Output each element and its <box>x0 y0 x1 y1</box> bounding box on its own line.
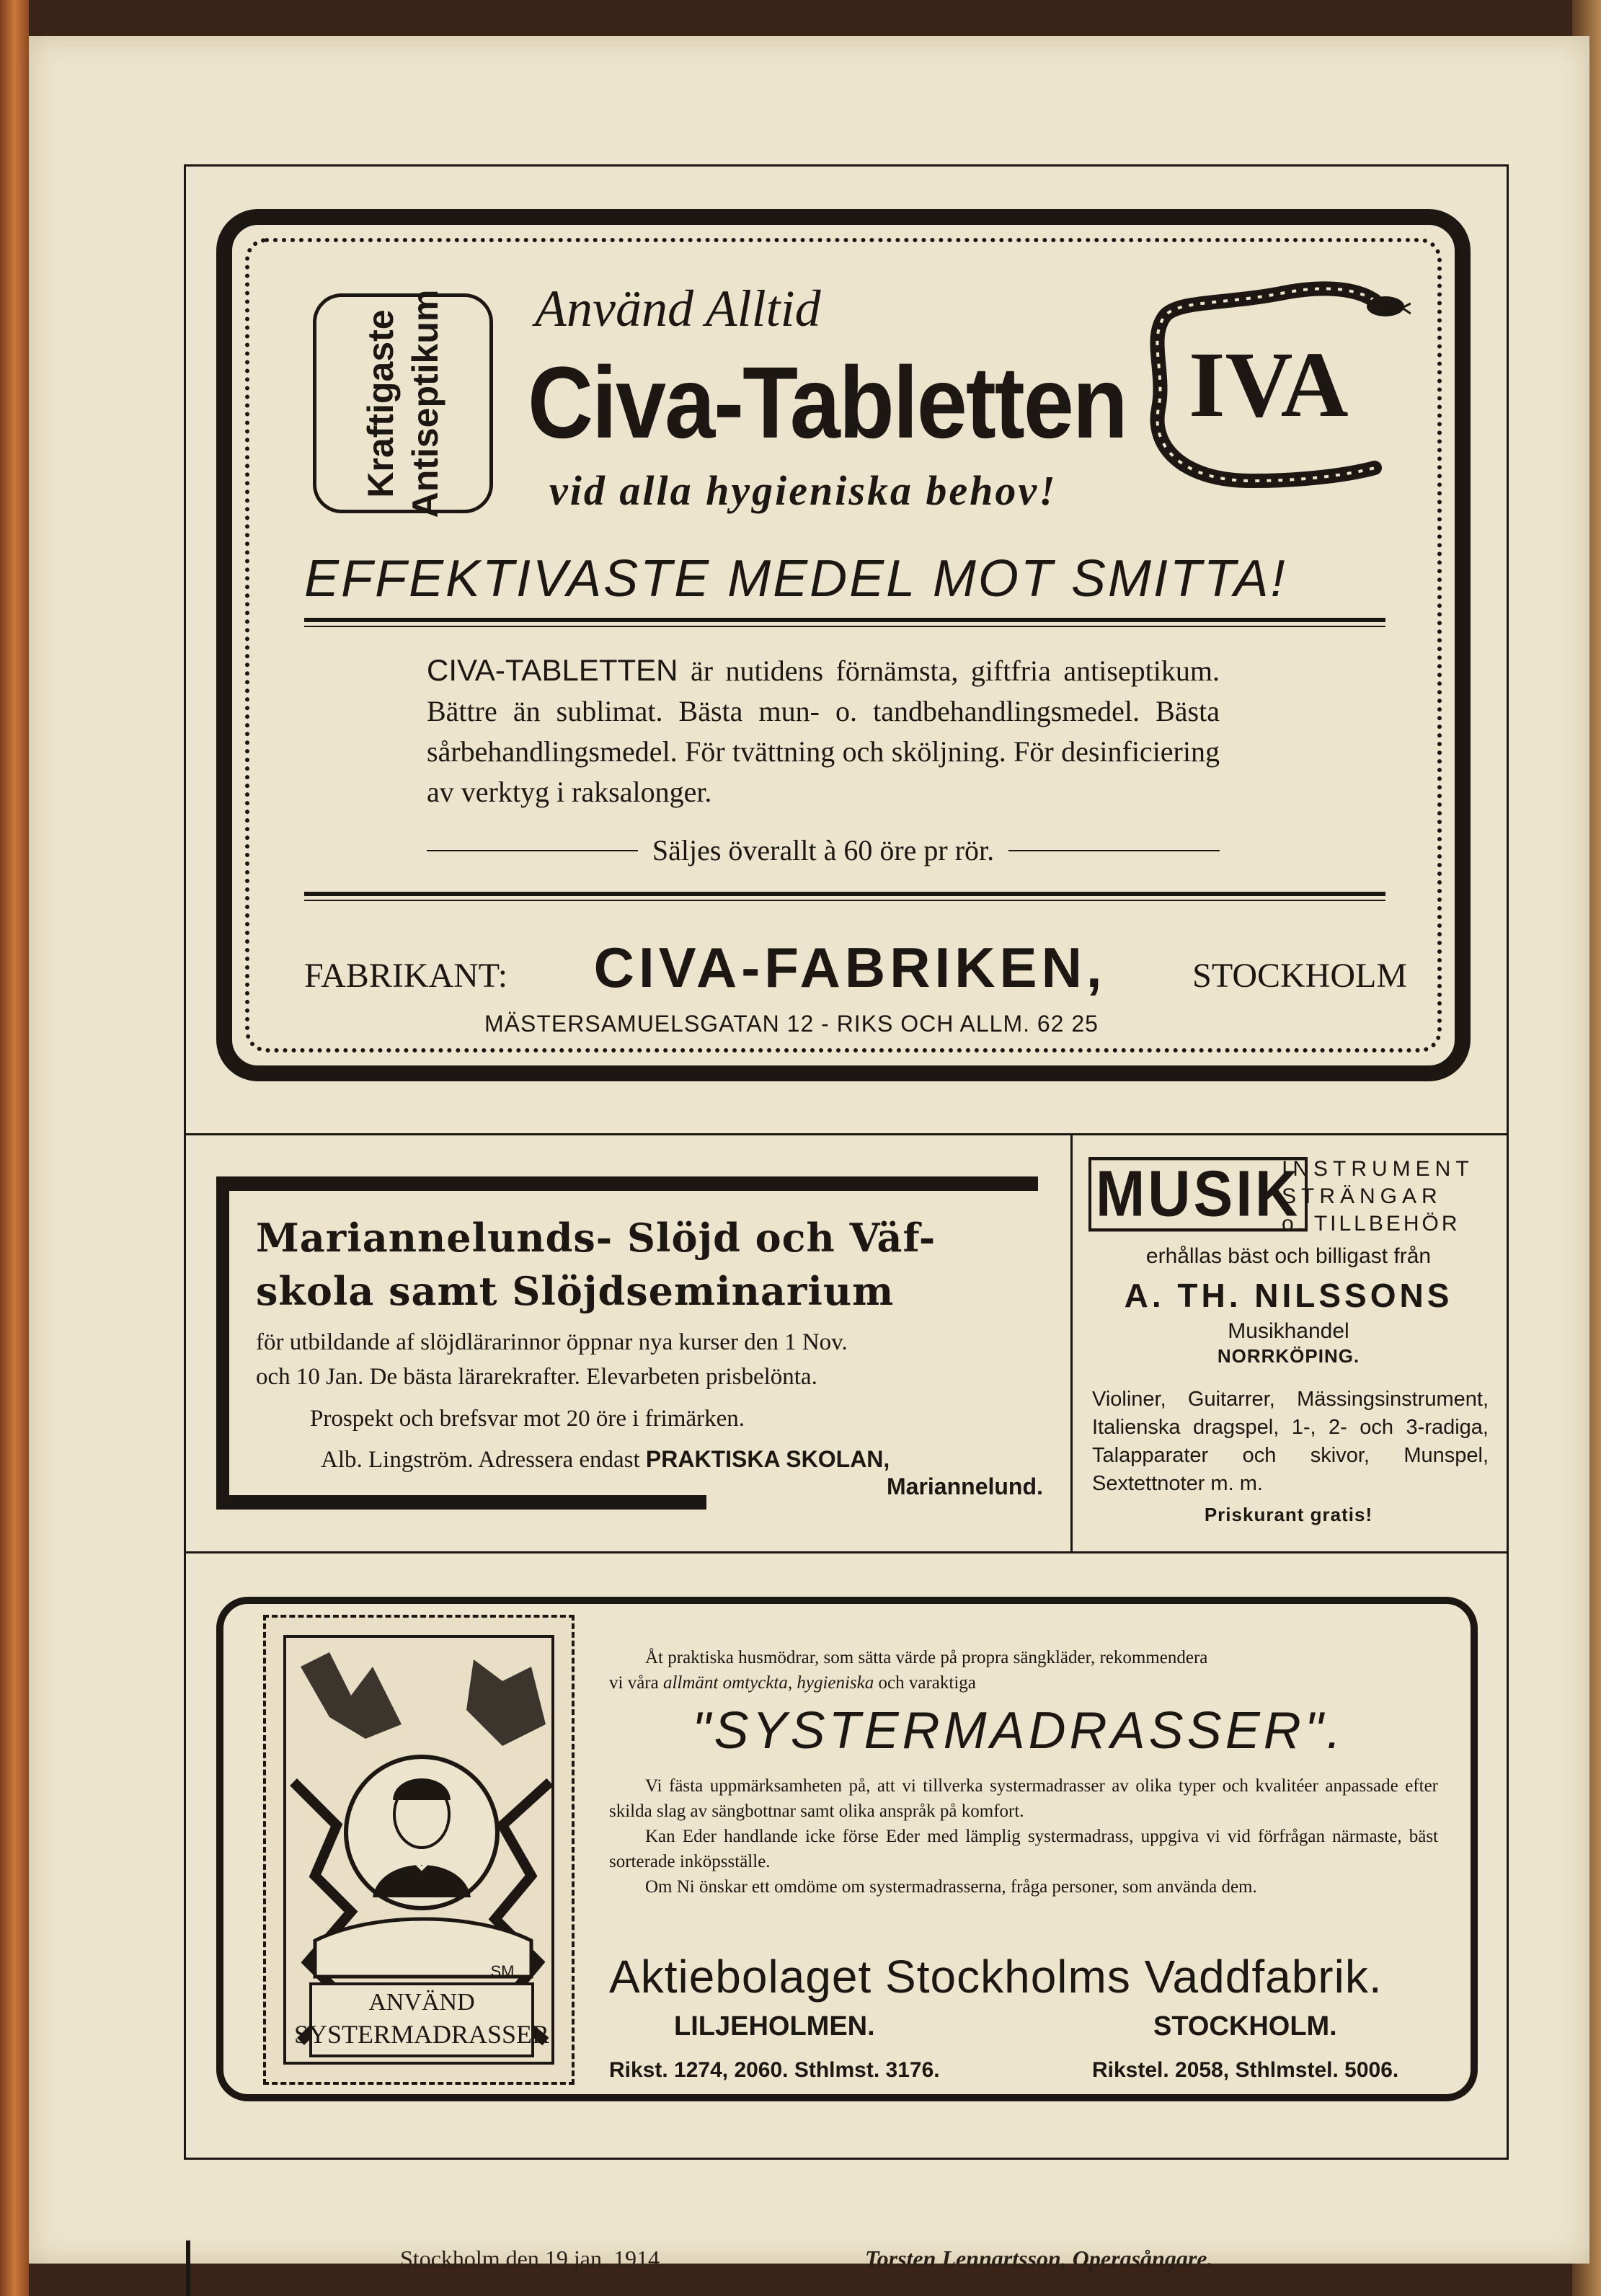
side-label-box <box>313 289 493 518</box>
musik-heading: MUSIK <box>1088 1157 1308 1231</box>
sys-company: Aktiebolaget Stockholms Vaddfabrik. <box>609 1951 1383 2003</box>
stamp-illustration <box>263 1615 575 2085</box>
musik-price-note: Priskurant gratis! <box>1204 1504 1373 1525</box>
left-bar <box>216 1176 229 1510</box>
footer-right: Torsten Lennartsson, Operasångare. <box>865 2246 1213 2271</box>
civa-address: MÄSTERSAMUELSGATAN 12 - RIKS OCH ALLM. 62 25 <box>484 1011 1099 1037</box>
logo-text: IVA <box>1189 333 1349 437</box>
mariannelund-contact: Alb. Lingström. Adressera endast PRAKTISKA SKOLAN, <box>321 1446 890 1473</box>
sys-intro: Åt praktiska husmödrar, som sätta värde på propra sängkläder, rekommendera vi våra allmänt omtyckta, hygieniska och varaktiga <box>609 1648 1208 1693</box>
section-divider <box>186 1551 1507 1553</box>
civa-slogan: EFFEKTIVASTE MEDEL MOT SMITTA! <box>304 550 1287 608</box>
divider <box>304 900 1385 901</box>
sys-city-2: STOCKHOLM. <box>1153 2011 1337 2042</box>
civa-manufacturer: FABRIKANT: CIVA-FABRIKEN, STOCKHOLM <box>304 936 1407 999</box>
mariannelund-place: Mariannelund. <box>887 1473 1043 1499</box>
civa-body-text: CIVA-TABLETTEN är nutidens förnämsta, giftfria antiseptikum. Bättre än sublimat. Bästa mun- o. tandbehandlingsmedel. Bästa sårbehandlingsmedel. För tvättning och sköljning. För desinficiering av verktyg i raksalonger. <box>427 653 1220 808</box>
divider <box>304 892 1385 896</box>
mariannelund-heading-1: Mariannelunds- Slöjd och Väf- <box>256 1215 936 1261</box>
top-bar <box>216 1176 1038 1191</box>
civa-price-line: Säljes överallt à 60 öre pr rör. <box>427 830 1220 871</box>
divider <box>304 626 1385 627</box>
footer-left: Stockholm den 19 jan. 1914. <box>400 2246 665 2271</box>
book-spine <box>0 0 29 2296</box>
musik-shop-type: Musikhandel <box>1228 1319 1349 1343</box>
sys-phone-2: Rikstel. 2058, Sthlmstel. 5006. <box>1092 2058 1399 2082</box>
sys-title: "SYSTERMADRASSER". <box>692 1702 1345 1760</box>
nurse-portrait-icon <box>286 1638 557 2067</box>
bottom-bar <box>216 1495 706 1510</box>
civa-subtitle: vid alla hygieniska behov! <box>549 467 1057 514</box>
musik-line: erhållas bäst och billigast från <box>1145 1244 1432 1268</box>
mariannelund-text-2: och 10 Jan. De bästa lärarekrafter. Elevarbeten prisbelönta. <box>256 1364 817 1390</box>
sys-city-1: LILJEHOLMEN. <box>674 2011 875 2042</box>
side-label: Kraftigaste Antiseptikum <box>360 289 445 518</box>
mariannelund-text-1: för utbildande af slöjdlärarinnor öppnar nya kurser den 1 Nov. <box>256 1329 848 1355</box>
mariannelund-heading-2: skola samt Slöjdseminarium <box>256 1268 895 1314</box>
musik-city: NORRKÖPING. <box>1217 1345 1360 1367</box>
musik-category-list: INSTRUMENT STRÄNGAR o. TILLBEHÖR <box>1282 1157 1474 1236</box>
stamp-corner-mark: SM <box>490 1962 515 1980</box>
divider <box>304 618 1385 622</box>
civa-title: Civa-Tabletten <box>528 345 1127 460</box>
musik-items: Violiner, Guitarrer, Mässingsinstrument, Italienska dragspel, 1-, 2- och 3-radiga, Talapparater och skivor, Munspel, Sextettnoter m. m. <box>1092 1388 1489 1495</box>
snake-logo-icon <box>1137 272 1411 502</box>
stamp-text-2: SYSTERMADRASSER <box>293 2020 550 2049</box>
musik-shop-name: A. TH. NILSSONS <box>1124 1277 1453 1314</box>
section-divider <box>186 1133 1507 1135</box>
footer-rule <box>186 2240 190 2296</box>
civa-tagline: Använd Alltid <box>535 280 821 337</box>
sys-phone-1: Rikst. 1274, 2060. Sthlmst. 3176. <box>609 2058 940 2082</box>
civa-advertisement <box>216 209 1471 1081</box>
sys-paragraphs: Vi fästa uppmärksamheten på, att vi tillverka systermadrasser av olika typer och kvalitéer anpassade efter skilda slag av sängbottnar samt olika anspråk på komfort. Kan Eder handlande icke förse Eder med lämplig systermadrass, uppgiva vi vid förfrågan närmaste, bäst sorterade inköpsställe. Om Ni önskar ett omdöme om systermadrasserna, fråga personer, som använda dem. <box>609 1776 1438 1897</box>
stamp-text-1: ANVÄND <box>368 1989 475 2016</box>
mariannelund-text-3: Prospekt och brefsvar mot 20 öre i frimärken. <box>310 1406 745 1432</box>
